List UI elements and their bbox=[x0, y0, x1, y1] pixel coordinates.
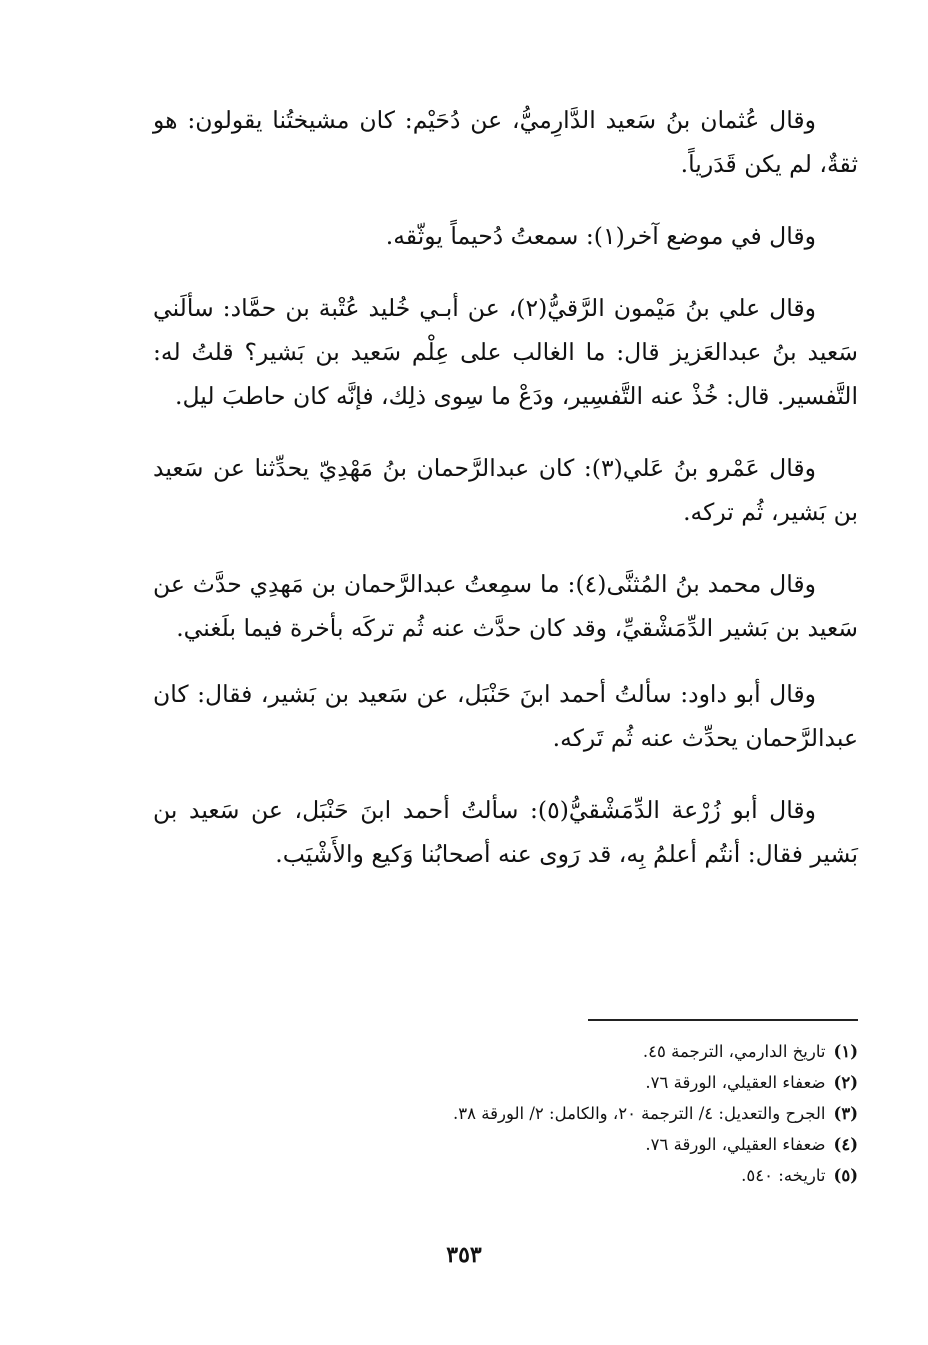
paragraph-4: وقال عَمْرو بنُ عَلي(٣): كان عبدالرَّحمان بنُ مَهْدِيّ يحدِّثنا عن سَعيد بن بَشير، ثُم تركه. bbox=[153, 454, 858, 526]
footnote-text: تاريخه: ٥٤٠. bbox=[741, 1166, 826, 1185]
paragraph-3: وقال علي بنُ مَيْمون الرَّقيُّ(٢)، عن أبـي خُليد عُتْبة بن حمَّاد: سألَني سَعيد بنُ عبدالعَزيز قال: ما الغالب على عِلْم سَعيد بن بَشير؟ قلتُ له: التَّفسير. قال: خُذْ عنه التَّفسِير، ودَعْ ما سِوى ذلِك، فإنَّه كان حاطبَ ليل. bbox=[153, 294, 858, 410]
footnote-text: تاريخ الدارمي، الترجمة ٤٥. bbox=[642, 1042, 826, 1061]
footnote-text: ضعفاء العقيلي، الورقة ٧٦. bbox=[645, 1073, 826, 1092]
footnote-number: (٤) bbox=[833, 1135, 858, 1154]
footnotes bbox=[298, 1036, 858, 1191]
footnote-number: (٥) bbox=[833, 1166, 858, 1185]
footnote-text: ضعفاء العقيلي، الورقة ٧٦. bbox=[645, 1135, 826, 1154]
footnote-divider bbox=[588, 1019, 858, 1021]
footnote-number: (٣) bbox=[833, 1104, 858, 1123]
footnote-number: (٢) bbox=[833, 1073, 858, 1092]
paragraph-2: وقال في موضع آخر(١): سمعتُ دُحيماً يوثّقه. bbox=[385, 222, 816, 250]
footnote-1 bbox=[298, 1036, 858, 1067]
footnote-4 bbox=[298, 1129, 858, 1160]
footnote-text: الجرح والتعديل: ٤/ الترجمة ٢٠، والكامل: ٢/ الورقة ٣٨. bbox=[453, 1104, 826, 1123]
page-number: ٣٥٣ bbox=[446, 1242, 482, 1268]
footnote-5 bbox=[298, 1160, 858, 1191]
paragraph-5: وقال محمد بنُ المُثنَّى(٤): ما سمِعتُ عبدالرَّحمان بن مَهدِي حدَّث عن سَعيد بن بَشير الدِّمَشْقيِّ، وقد كان حدَّث عنه ثُم تركَه بأخرة فيما بلَغني. bbox=[153, 570, 858, 642]
footnote-number: (١) bbox=[833, 1042, 858, 1061]
main-text bbox=[153, 98, 858, 904]
footnote-3 bbox=[298, 1098, 858, 1129]
paragraph-6: وقال أبو داود: سألتُ أحمد ابنَ حَنْبَل، عن سَعيد بن بَشير، فقال: كان عبدالرَّحمان يحدِّث عنه ثُم تَركه. bbox=[153, 680, 858, 752]
paragraph-7: وقال أبو زُرْعة الدِّمَشْقيُّ(٥): سألتُ أحمد ابنَ حَنْبَل، عن سَعيد بن بَشير فقال: أنتُم أعلمُ بِه، قد رَوى عنه أصحابُنا وَكيع والأَشْيَب. bbox=[153, 796, 858, 868]
paragraph-1: وقال عُثمان بنُ سَعيد الدَّارِميُّ، عن دُحَيْم: كان مشيختُنا يقولون: هو ثقةٌ، لم يكن قَدَرياً. bbox=[153, 106, 858, 178]
footnote-2 bbox=[298, 1067, 858, 1098]
